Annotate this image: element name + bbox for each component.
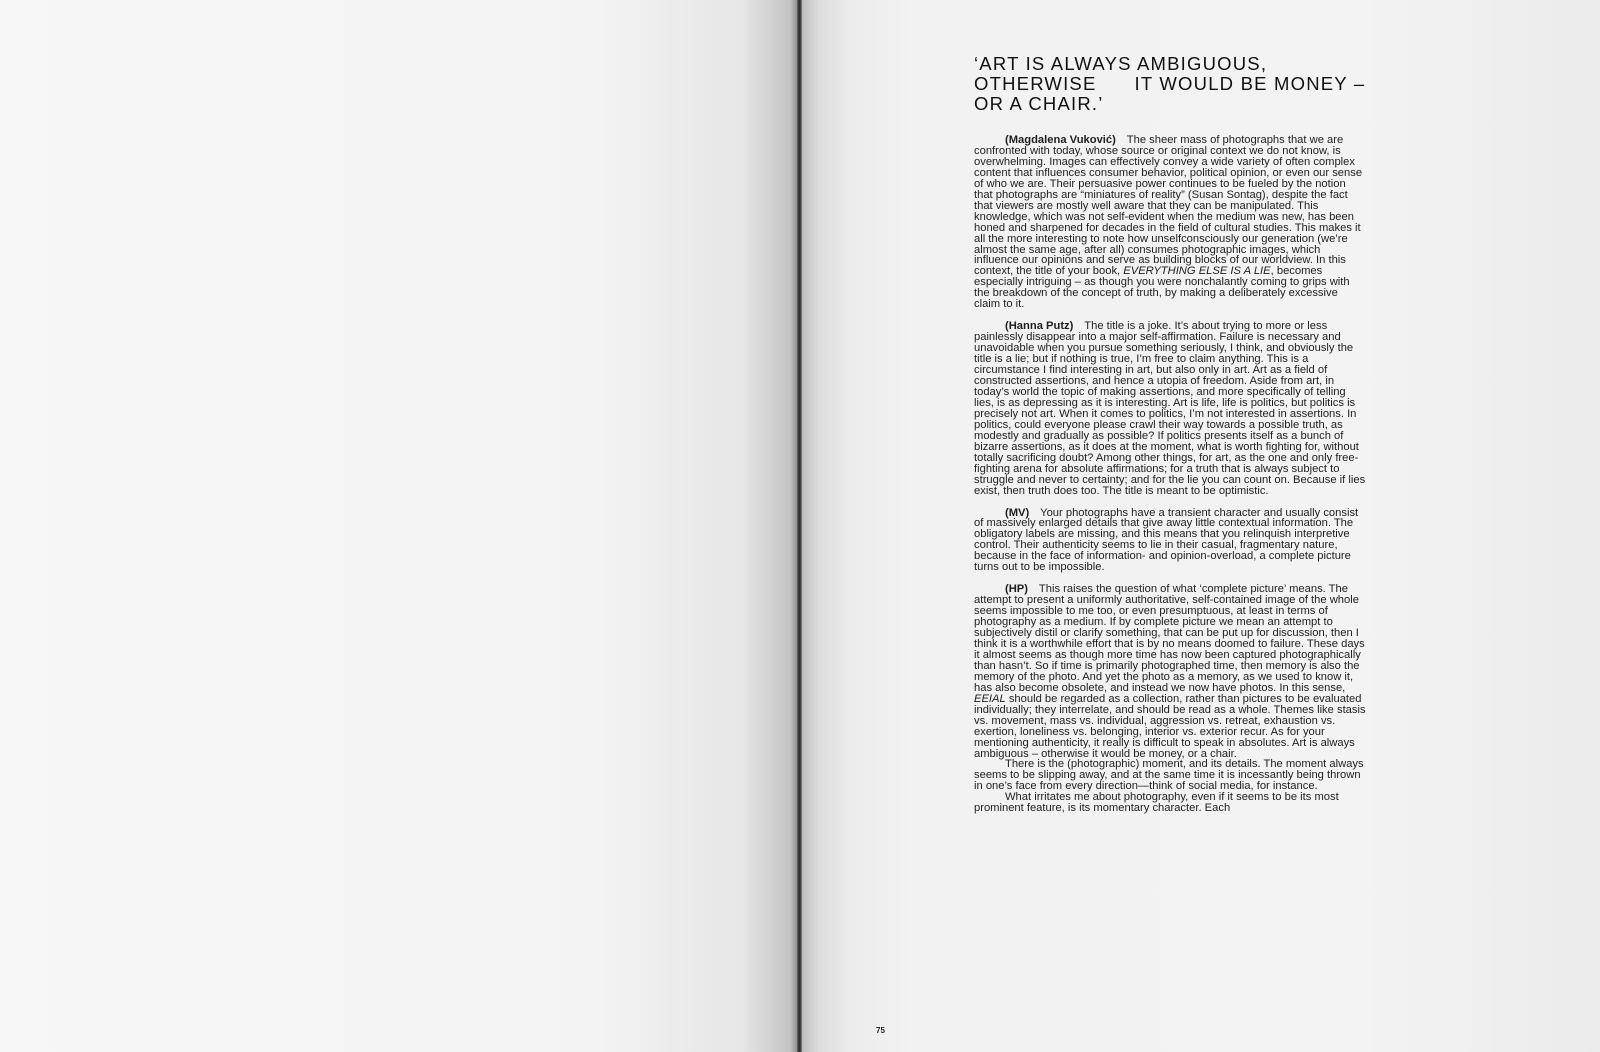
paragraph-putz-1 — [974, 321, 1366, 496]
page-number: 75 — [876, 1026, 885, 1035]
paragraph-hp-2 — [974, 584, 1366, 759]
title-line-2: OTHERWISE IT WOULD BE MONEY – — [974, 73, 1366, 94]
paragraph-text: Your photographs have a transient character and usually consist of massively enlarged details that give away little contextual information. The obligatory labels are missing, and this means that you relinquish interpretive control. Their authenticity seems to lie in their casual, fragmentary nature, because in the face of information- and opinion-overload, a complete picture turns out to be impossible. — [974, 506, 1359, 574]
paragraph-text-cont: , becomes especially intriguing – as though you were nonchalantly coming to grips with the breakdown of the concept of truth, by making a deliberately excessive claim to it. — [974, 265, 1350, 311]
interview-body — [974, 135, 1366, 814]
paragraph-mv-2 — [974, 508, 1366, 574]
paragraph-hp-3 — [974, 759, 1366, 792]
paragraph-text: What irritates me about photography, even if it seems to be its most prominent feature, is its momentary character. Each — [974, 791, 1339, 815]
speaker-label: (MV) — [1005, 506, 1030, 519]
paragraph-text: This raises the question of what ‘complete picture’ means. The attempt to present a uniformly authoritative, self-contained image of the whole seems impossible to me too, or even presumptuous, at least in terms of photography as a medium. If by complete picture we mean an attempt to subjectively distil or clarify something, that can be put up for discussion, then I think it is a worthwhile effort that is by no means doomed to failure. These days it almost seems as though more time has now been captured photographically than hasn’t. So if time is primarily photographed time, then memory is also the memory of the photo. And yet the photo as a memory, as we used to know it, has also become obsolete, and instead we now have photos. In this sense, — [974, 583, 1365, 694]
title-line-3: OR A CHAIR.’ — [974, 93, 1104, 114]
book-title-emphasis: EVERYTHING ELSE IS A LIE — [1123, 265, 1271, 278]
interview-title — [974, 54, 1394, 114]
title-line-1: ‘ART IS ALWAYS AMBIGUOUS, — [974, 53, 1268, 74]
paragraph-text: The title is a joke. It’s about trying to more or less painlessly disappear into a major self-affirmation. Failure is necessary and unavoidable when you pursue something seriously, I think, and obviously the title is a lie; but if nothing is true, I’m free to claim anything. This is a circumstance I find interesting in art, but also only in art. Art as a field of constructed assertions, and hence a utopia of freedom. Aside from art, in today’s world the topic of making assertions, and more specifically of telling lies, is as depressing as it is interesting. Art is life, life is politics, but politics is precisely not art. When it comes to politics, I’m not interested in assertions. In politics, could everyone please crawl their way towards a possible truth, as modestly and gradually as possible? If politics presents itself as a bunch of bizarre assertions, as it does at the moment, what is worth fighting for, without totally sacrificing doubt? Among other things, for art, as the one and only free-fighting arena for absolute affirmations; for a truth that is always subject to struggle and never to certainty; and for the lie you can count on. Because if lies exist, then truth does too. The title is meant to be optimistic. — [974, 320, 1366, 497]
abbreviation-emphasis: EEIAL — [974, 692, 1006, 705]
paragraph-hp-4 — [974, 792, 1366, 814]
paragraph-vukovic-1 — [974, 135, 1366, 310]
paragraph-text: There is the (photographic) moment, and its details. The moment always seems to be slipping away, and at the same time it is incessantly being thrown in one’s face from every direction—think of social media, for instance. — [974, 758, 1364, 793]
speaker-label: (Magdalena Vuković) — [1005, 134, 1116, 146]
speaker-label: (HP) — [1005, 583, 1028, 596]
paragraph-text: The sheer mass of photographs that we are confronted with today, whose source or original context we do not know, is overwhelming. Images can effectively convey a wide variety of often complex content that influences consumer behavior, political opinion, or even our sense of who we are. Their persuasive power continues to be fueled by the notion that photographs are “miniatures of reality” (Susan Sontag), despite the fact that viewers are mostly well aware that they can be manipulated. This knowledge, which was not self-evident when the medium was new, has been honed and sharpened for decades in the field of cultural studies. This makes it all the more interesting to note how unselfconsciously our generation (we’re almost the same age, after all) consumes photographic images, which influence our opinions and serve as building blocks of our worldview. In this context, the title of your book, — [974, 134, 1363, 278]
speaker-label: (Hanna Putz) — [1005, 320, 1074, 333]
paragraph-text-cont: should be regarded as a collection, rather than pictures to be evaluated individually; they interrelate, and should be read as a whole. Themes like stasis vs. movement, mass vs. individual, aggression vs. retreat, exhaustion vs. exertion, loneliness vs. belonging, interior vs. exterior recur. As for your mentioning authenticity, it really is difficult to speak in absolutes. Art is always ambiguous – otherwise it would be money, or a chair. — [974, 692, 1366, 760]
left-page-blank — [0, 0, 798, 1052]
